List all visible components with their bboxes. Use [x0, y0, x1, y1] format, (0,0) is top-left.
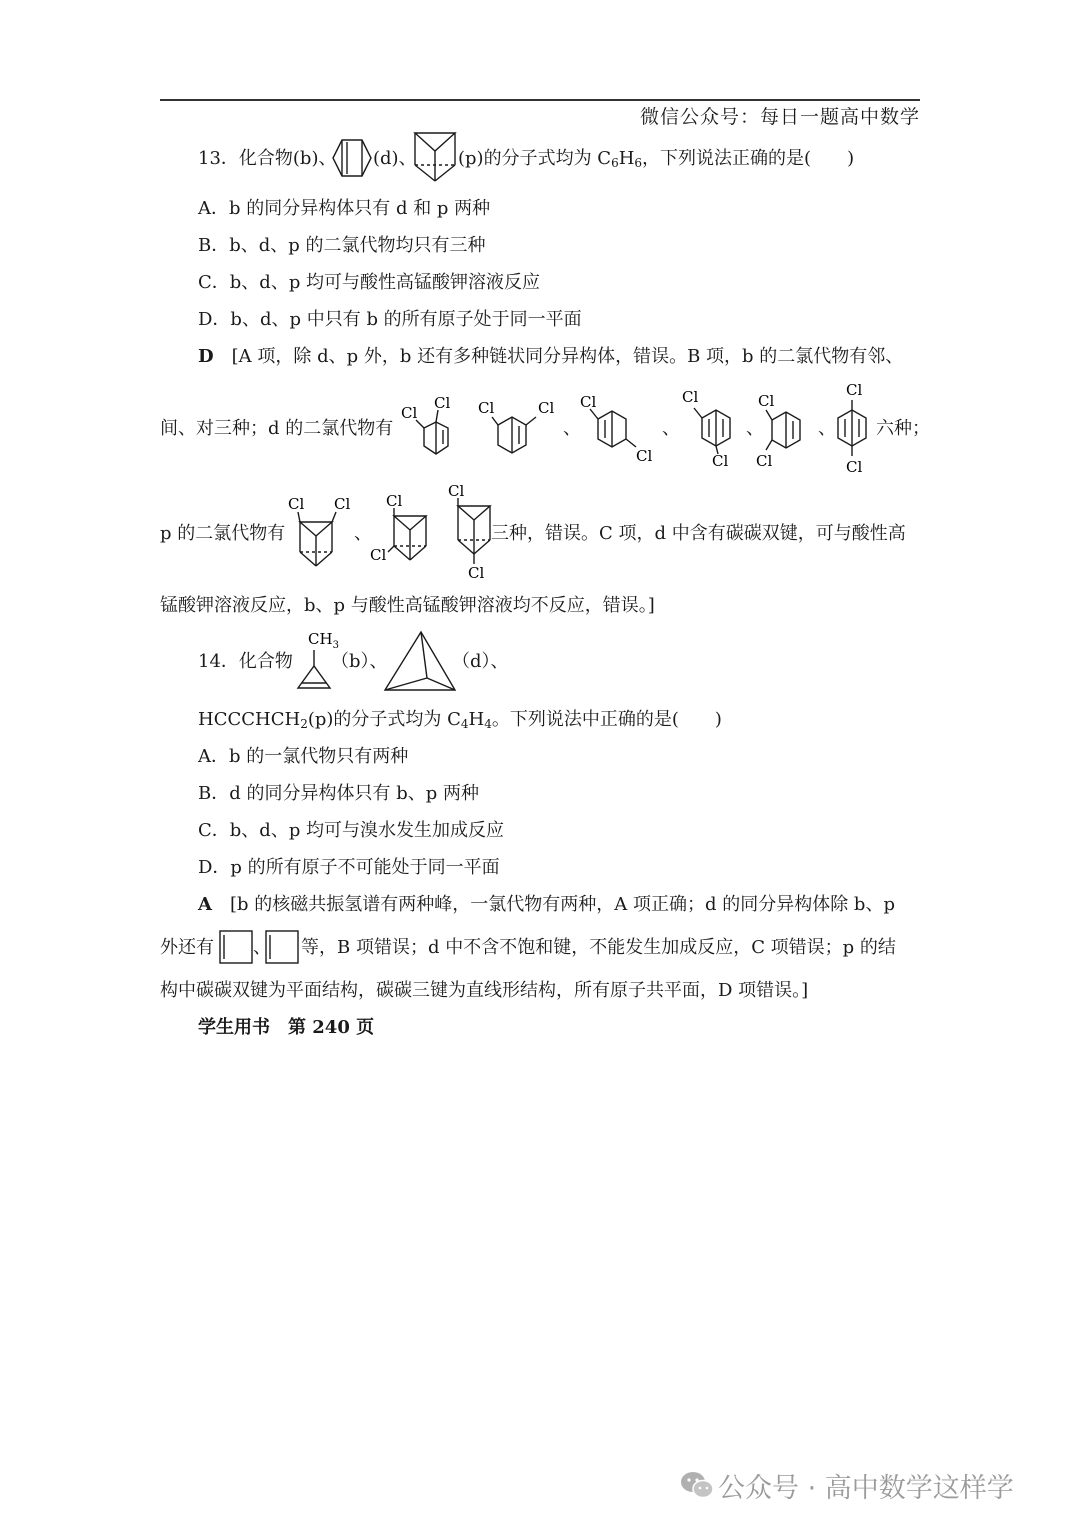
- p-dichloride-1: [286, 496, 356, 572]
- separator: 、: [253, 937, 271, 958]
- tetrahedrane-structure-d: [383, 630, 459, 692]
- q14-sub4-h: 4: [484, 717, 492, 731]
- q13-p-tag: (p)的分子式均为 C: [458, 148, 612, 169]
- cl-label: Cl: [712, 452, 729, 470]
- separator: 、: [563, 418, 581, 439]
- separator: 、: [746, 418, 764, 439]
- q13-explanation-line4: 锰酸钾溶液反应，b、p 与酸性高锰酸钾溶液均不反应，错误。]: [160, 595, 655, 616]
- prismane-structure-p: [413, 131, 457, 183]
- q14-sub2: 2: [300, 717, 308, 731]
- q14-option-c: C．b、d、p 均可与溴水发生加成反应: [198, 820, 505, 841]
- separator: 、: [354, 523, 372, 544]
- q14-option-b: B．d 的同分异构体只有 b、p 两种: [198, 783, 479, 804]
- ch3-text: CH: [308, 630, 333, 648]
- d-dichloride-3: [578, 395, 668, 465]
- cl-label: Cl: [468, 564, 485, 582]
- q13-answer: D: [198, 346, 214, 367]
- cl-label: Cl: [334, 495, 351, 513]
- q13-prefix: 13．化合物(b)、: [198, 148, 337, 169]
- q14-d-tag: （d）、: [452, 651, 509, 672]
- q14-explanation-line3: 构中碳碳双键为平面结构，碳碳三键为直线形结构，所有原子共平面，D 项错误。]: [160, 980, 809, 1001]
- cyclobutene-ring-structure: [264, 929, 302, 965]
- q14-h: H: [468, 709, 485, 730]
- q13-d-tag: (d)、: [373, 148, 417, 169]
- q14-explanation-line2-post: 等，B 项错误；d 中不含不饱和键，不能发生加成反应，C 项错误；p 的结: [301, 937, 896, 958]
- d-dichloride-1: [400, 388, 470, 466]
- p-dichloride-3: [446, 484, 496, 580]
- cl-label: Cl: [538, 399, 555, 417]
- cl-label: Cl: [846, 381, 863, 399]
- separator: 、: [818, 418, 836, 439]
- ch3-sub: 3: [332, 640, 339, 651]
- q14-stem-line2: [198, 708, 722, 736]
- q14-option-d: D．p 的所有原子不可能处于同一平面: [198, 857, 500, 878]
- q14-explanation-line1: [198, 893, 895, 917]
- q14-question-tail: 。下列说法中正确的是( ): [491, 709, 722, 730]
- q13-option-d: D．b、d、p 中只有 b 的所有原子处于同一平面: [198, 309, 582, 330]
- cl-label: Cl: [846, 458, 863, 476]
- q14-answer: A: [198, 894, 212, 915]
- cyclobutadiene-structure: [216, 929, 254, 965]
- q13-option-b: B．b、d、p 的二氯代物均只有三种: [198, 235, 486, 256]
- q13-explanation-line2-post: 六种；: [876, 418, 930, 439]
- header-rule: [160, 99, 920, 101]
- header-account: 微信公众号：每日一题高中数学: [639, 106, 920, 128]
- q13-sub-h: 6: [634, 156, 643, 170]
- watermark-text: 公众号 · 高中数学这样学: [718, 1473, 1014, 1504]
- q14-sub4-c: 4: [460, 717, 469, 731]
- cl-label: Cl: [636, 447, 653, 465]
- cl-label: Cl: [580, 393, 597, 411]
- q13-question-tail: ，下列说法正确的是( ): [642, 148, 855, 169]
- cl-label: Cl: [756, 452, 773, 470]
- cl-label: Cl: [288, 495, 305, 513]
- cl-label: Cl: [682, 388, 699, 406]
- cl-label: Cl: [401, 404, 418, 422]
- q13-explanation-line3-pre: p 的二氯代物有: [160, 523, 286, 544]
- q14-prefix: 14．化合物: [198, 651, 293, 672]
- q13-sub-c: 6: [611, 156, 619, 170]
- q13-option-c: C．b、d、p 均可与酸性高锰酸钾溶液反应: [198, 272, 541, 293]
- p-dichloride-2: [370, 494, 440, 570]
- cl-label: Cl: [448, 482, 465, 500]
- d-dichloride-2: [478, 395, 568, 463]
- cl-label: Cl: [478, 399, 495, 417]
- ch3-label: [308, 630, 339, 651]
- q14-b-tag: （b）、: [331, 651, 388, 672]
- cl-label: Cl: [386, 492, 403, 510]
- wechat-logo-icon: [680, 1470, 714, 1500]
- q14-option-a: A．b 的一氯代物只有两种: [198, 746, 409, 767]
- cl-label: Cl: [758, 392, 775, 410]
- q13-stem: [458, 147, 854, 175]
- q13-explanation-line1: [198, 345, 903, 369]
- dewar-benzene-structure-d: [331, 138, 373, 178]
- q14-p-text: (p)的分子式均为 C: [307, 709, 461, 730]
- q13-explanation-text1: [A 项，除 d、p 外，b 还有多种链状同分异构体，错误。B 项，b 的二氯代物有邻、: [231, 346, 904, 367]
- d-dichloride-4: [678, 386, 748, 470]
- q14-p-formula: HCCCHCH: [198, 709, 301, 730]
- separator: 、: [662, 418, 680, 439]
- cl-label: Cl: [434, 394, 451, 412]
- q14-explanation-line2-pre: 外还有: [160, 937, 214, 958]
- d-dichloride-6: [830, 380, 880, 476]
- q14-explanation-text1: [b 的核磁共振氢谱有两种峰，一氯代物有两种，A 项正确；d 的同分异构体除 b、p: [229, 894, 895, 915]
- cl-label: Cl: [370, 546, 387, 564]
- q13-formula-h: H: [618, 148, 635, 169]
- q13-explanation-line2-pre: 间、对三种；d 的二氯代物有: [160, 418, 394, 439]
- q13-explanation-line3-post: 三种，错误。C 项，d 中含有碳碳双键，可与酸性高: [491, 523, 906, 544]
- d-dichloride-5: [752, 390, 822, 470]
- footer-page-ref: 学生用书 第 240 页: [198, 1017, 375, 1038]
- q13-option-a: A．b 的同分异构体只有 d 和 p 两种: [198, 198, 491, 219]
